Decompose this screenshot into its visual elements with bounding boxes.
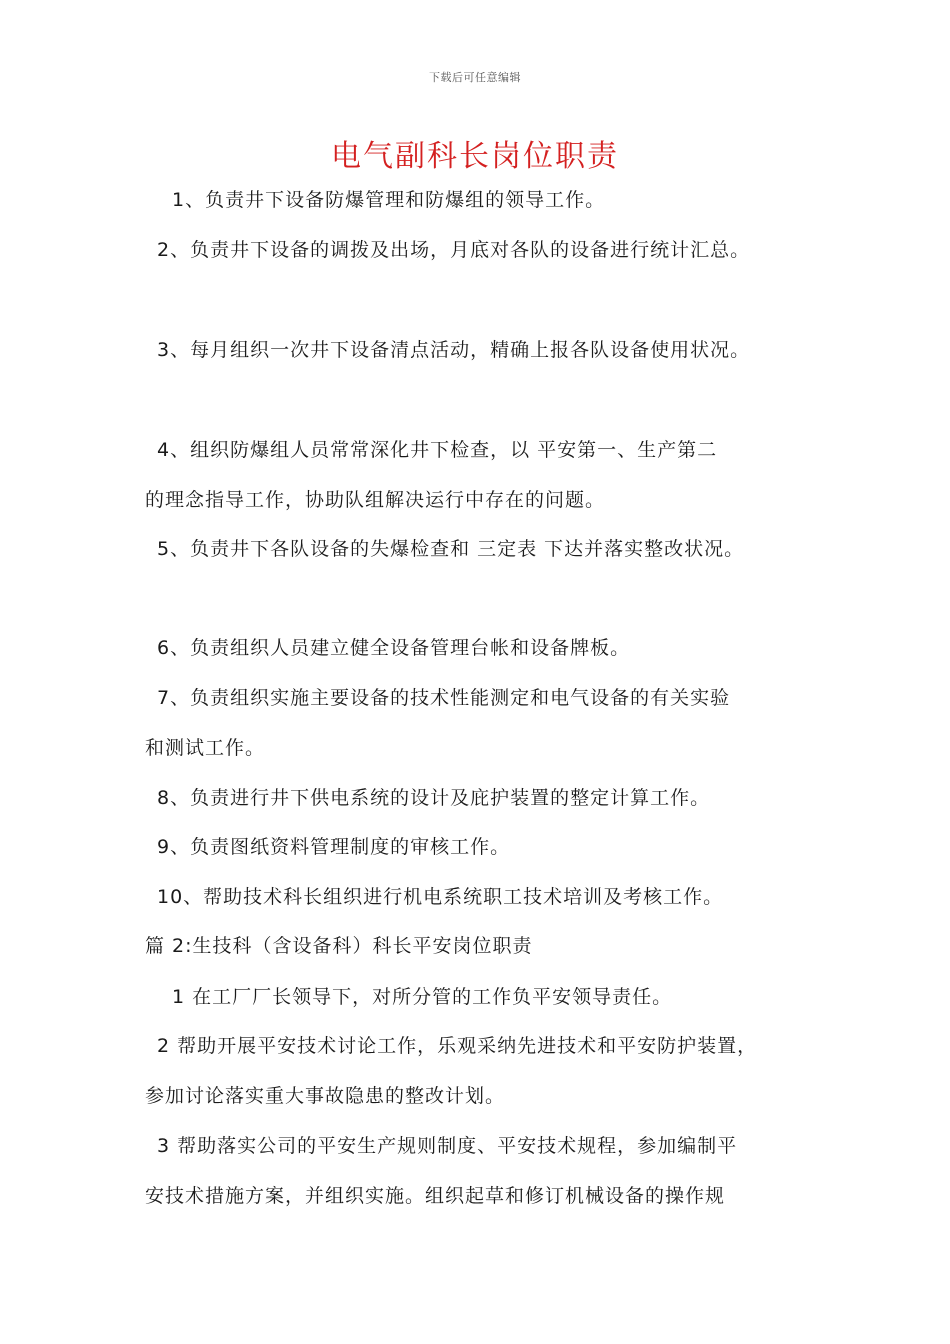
- body-line-5: 的理念指导工作，协助队组解决运行中存在的问题。: [145, 489, 606, 511]
- section-heading: 篇 2:生技科（含设备科）科长平安岗位职责: [145, 935, 533, 957]
- body-line-3: 3、每月组织一次井下设备清点活动，精确上报各队设备使用状况。: [157, 339, 751, 361]
- body-line-15: 参加讨论落实重大事故隐患的整改计划。: [145, 1085, 506, 1107]
- body-line-6: 5、负责井下各队设备的失爆检查和 三定表 下达并落实整改状况。: [157, 538, 745, 560]
- header-note: 下载后可任意编辑: [429, 71, 521, 84]
- body-line-14: 2 帮助开展平安技术讨论工作，乐观采纳先进技术和平安防护装置，: [157, 1035, 758, 1057]
- body-line-11: 9、负责图纸资料管理制度的审核工作。: [157, 836, 511, 858]
- body-line-13: 1 在工厂厂长领导下，对所分管的工作负平安领导责任。: [172, 986, 673, 1008]
- body-line-1: 1、负责井下设备防爆管理和防爆组的领导工作。: [172, 189, 606, 211]
- body-line-2: 2、负责井下设备的调拨及出场，月底对各队的设备进行统计汇总。: [157, 239, 751, 261]
- body-line-10: 8、负责进行井下供电系统的设计及庇护装置的整定计算工作。: [157, 787, 711, 809]
- document-title: 电气副科长岗位职责: [331, 139, 619, 174]
- body-line-12: 10、帮助技术科长组织进行机电系统职工技术培训及考核工作。: [157, 886, 724, 908]
- body-line-9: 和测试工作。: [145, 737, 266, 759]
- body-line-17: 安技术措施方案，并组织实施。组织起草和修订机械设备的操作规: [145, 1185, 726, 1207]
- body-line-16: 3 帮助落实公司的平安生产规则制度、平安技术规程，参加编制平: [157, 1135, 738, 1157]
- body-line-8: 7、负责组织实施主要设备的技术性能测定和电气设备的有关实验: [157, 687, 731, 709]
- body-line-4: 4、组织防爆组人员常常深化井下检查，以 平安第一、生产第二: [157, 439, 718, 461]
- body-line-7: 6、负责组织人员建立健全设备管理台帐和设备牌板。: [157, 637, 631, 659]
